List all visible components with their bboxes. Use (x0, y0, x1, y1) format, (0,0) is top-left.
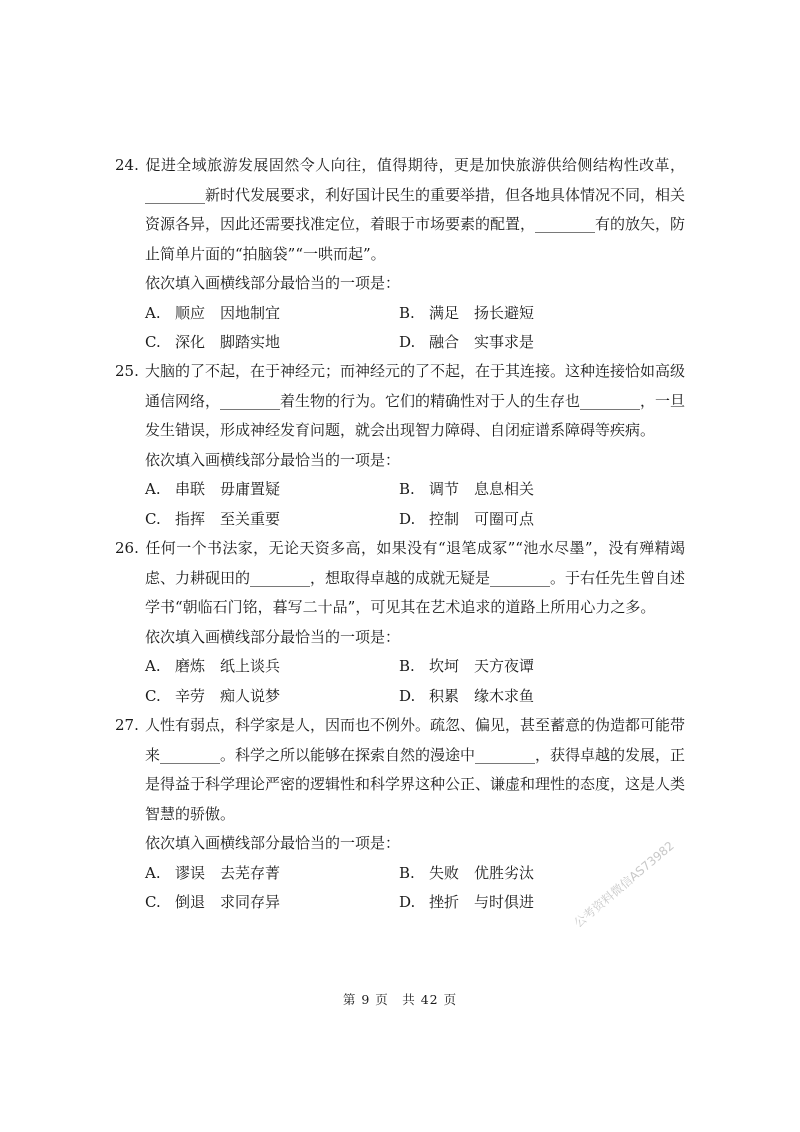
option-text: 串联 毋庸置疑 (175, 480, 281, 498)
option-c[interactable] (145, 888, 280, 918)
option-text: 深化 脚踏实地 (175, 333, 281, 351)
option-d[interactable] (399, 888, 534, 918)
option-letter: B. (399, 303, 415, 322)
option-letter: A. (145, 480, 161, 498)
question-prompt: 依次填入画横线部分最恰当的一项是： (145, 274, 401, 292)
option-text: 失败 优胜劣汰 (429, 863, 535, 882)
option-c[interactable] (145, 328, 280, 358)
question-prompt: 依次填入画横线部分最恰当的一项是： (145, 450, 401, 469)
option-text: 磨炼 纸上谈兵 (175, 657, 281, 675)
option-letter: A. (145, 657, 161, 675)
option-letter: A. (145, 863, 161, 882)
option-c[interactable] (145, 505, 280, 535)
option-text: 满足 扬长避短 (429, 303, 535, 322)
options-group (115, 299, 685, 358)
option-b[interactable] (399, 299, 534, 329)
question-27 (115, 711, 685, 918)
option-d[interactable] (399, 328, 534, 358)
question-body: 大脑的了不起，在于神经元；而神经元的了不起，在于其连接。这种连接恰如高级通信网络，________着生物的行为。它们的精确性对于人的生存也________，一旦发生错误，形成神经发育问题，就会出现智力障碍、自闭症谱系障碍等疾病。 (145, 362, 686, 439)
question-prompt: 依次填入画横线部分最恰当的一项是： (145, 627, 401, 646)
question-body: 促进全域旅游发展固然令人向往，值得期待，更是加快旅游供给侧结构性改革，________新时代发展要求，利好国计民生的重要举措，但各地具体情况不同，相关资源各异，因此还需要找准定位，着眼于市场要素的配置，________有的放矢，防止简单片面的“拍脑袋”“一哄而起”。 (145, 156, 686, 263)
option-d[interactable] (399, 505, 534, 535)
option-letter: D. (399, 893, 416, 911)
option-b[interactable] (399, 475, 534, 505)
question-text (115, 711, 685, 829)
options-group (115, 652, 685, 711)
option-letter: D. (399, 686, 416, 705)
option-letter: B. (399, 480, 415, 498)
option-a[interactable] (145, 299, 280, 329)
option-text: 辛劳 痴人说梦 (175, 686, 281, 705)
option-a[interactable] (145, 652, 280, 682)
watermark: 公考资料微信AS73982 (571, 838, 677, 931)
option-letter: C. (145, 686, 161, 705)
question-text (115, 151, 685, 269)
page-footer: 第 9 页 共 42 页 (342, 992, 458, 1007)
option-text: 控制 可圈可点 (429, 509, 535, 528)
question-24 (115, 151, 685, 358)
option-letter: C. (145, 893, 161, 911)
question-text (115, 534, 685, 623)
option-text: 指挥 至关重要 (175, 509, 281, 528)
option-a[interactable] (145, 859, 280, 889)
option-b[interactable] (399, 859, 534, 889)
question-text (115, 357, 685, 446)
option-letter: C. (145, 333, 161, 351)
option-d[interactable] (399, 682, 534, 712)
question-number: 24. (115, 156, 139, 174)
option-c[interactable] (145, 682, 280, 712)
option-text: 调节 息息相关 (429, 480, 535, 498)
question-prompt: 依次填入画横线部分最恰当的一项是： (145, 834, 401, 852)
question-number: 26. (115, 539, 139, 557)
option-letter: D. (399, 509, 416, 528)
option-text: 积累 缘木求鱼 (429, 686, 535, 705)
question-body: 人性有弱点，科学家是人，因而也不例外。疏忽、偏见，甚至蓄意的伪造都可能带来________。科学之所以能够在探索自然的漫途中________，获得卓越的发展，正是得益于科学理论严密的逻辑性和科学界这种公正、谦虚和理性的态度，这是人类智慧的骄傲。 (145, 716, 686, 823)
option-text: 融合 实事求是 (429, 333, 535, 351)
question-26 (115, 534, 685, 711)
option-text: 顺应 因地制宜 (175, 303, 281, 322)
option-letter: D. (399, 333, 416, 351)
option-text: 谬误 去芜存菁 (175, 863, 281, 882)
option-text: 倒退 求同存异 (175, 893, 281, 911)
question-number: 25. (115, 362, 139, 380)
option-letter: B. (399, 863, 415, 882)
option-a[interactable] (145, 475, 280, 505)
question-body: 任何一个书法家，无论天资多高，如果没有“退笔成冢”“池水尽墨”，没有殚精竭虑、力耕砚田的________，想取得卓越的成就无疑是________。于右任先生曾自述学书“朝临石门铭，暮写二十品”，可见其在艺术追求的道路上所用心力之多。 (145, 539, 686, 616)
option-text: 坎坷 天方夜谭 (429, 657, 535, 675)
option-letter: A. (145, 303, 161, 322)
option-letter: B. (399, 657, 415, 675)
options-group (115, 475, 685, 534)
option-text: 挫折 与时俱进 (429, 893, 535, 911)
question-25 (115, 357, 685, 534)
option-b[interactable] (399, 652, 534, 682)
option-letter: C. (145, 509, 161, 528)
question-number: 27. (115, 716, 139, 734)
